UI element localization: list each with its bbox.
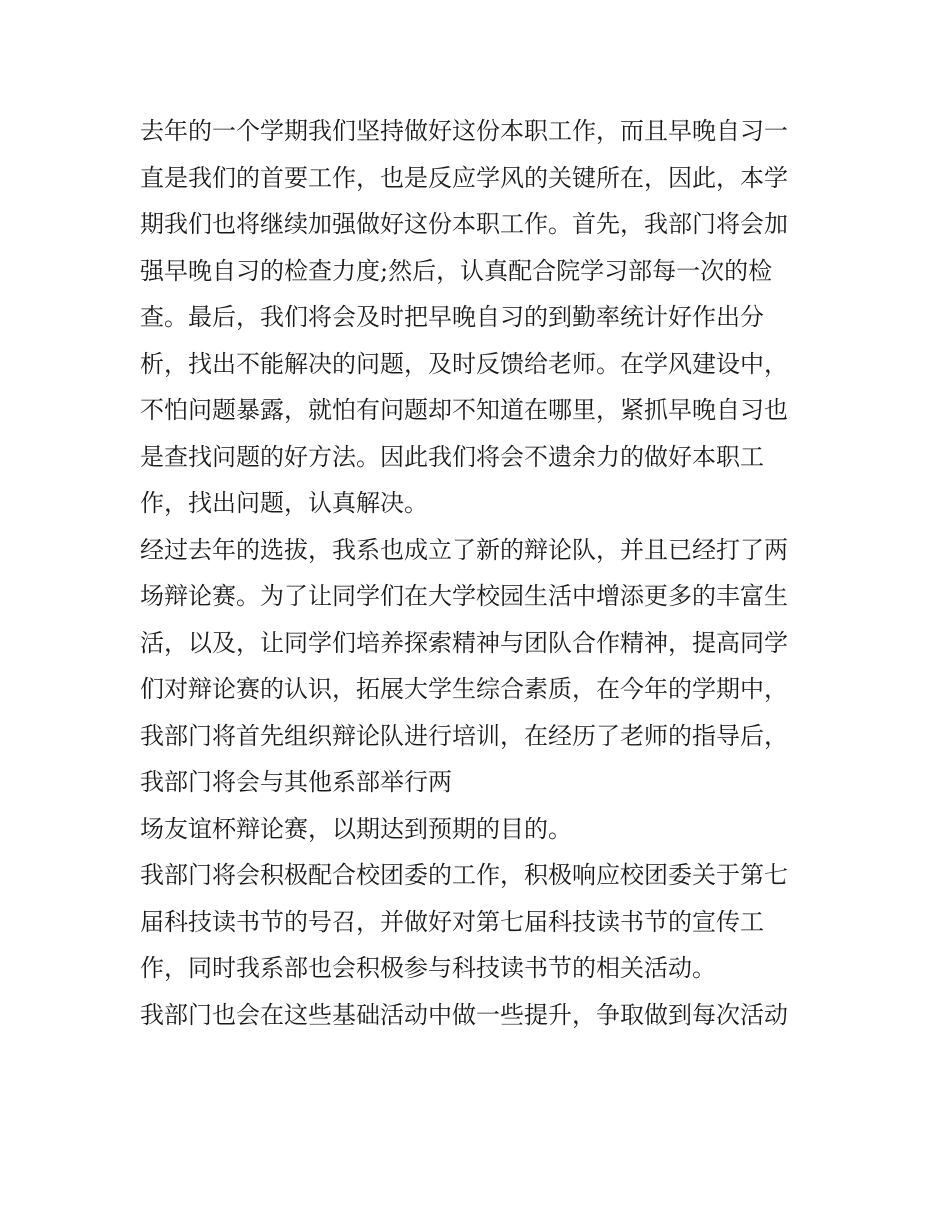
text-line: 是查找问题的好方法。因此我们将会不遗余力的做好本职工 — [140, 442, 764, 471]
text-line: 期我们也将继续加强做好这份本职工作。首先，我部门将会加 — [140, 210, 788, 238]
text-line: 析，找出不能解决的问题，及时反馈给老师。在学风建设中， — [140, 349, 788, 378]
text-line: 我部门将会积极配合校团委的工作，积极响应校团委关于第七 — [140, 861, 788, 889]
text-line: 我部门也会在这些基础活动中做一些提升，争取做到每次活动 — [140, 1000, 788, 1029]
text-line: 去年的一个学期我们坚持做好这份本职工作，而且早晚自习一 — [140, 117, 788, 145]
text-line: 场辩论赛。为了让同学们在大学校园生活中增添更多的丰富生 — [140, 582, 788, 610]
text-line: 查。最后，我们将会及时把早晚自习的到勤率统计好作出分 — [140, 303, 764, 331]
text-line: 我部门将首先组织辩论队进行培训，在经历了老师的指导后， — [140, 721, 788, 750]
text-line: 直是我们的首要工作，也是反应学风的关键所在，因此，本学 — [140, 163, 788, 192]
text-line: 作，同时我系部也会积极参与科技读书节的相关活动。 — [140, 954, 716, 982]
document-body — [140, 108, 820, 1038]
text-line: 届科技读书节的号召，并做好对第七届科技读书节的宣传工 — [140, 907, 764, 936]
text-line: 们对辩论赛的认识，拓展大学生综合素质，在今年的学期中， — [140, 675, 788, 703]
text-line: 经过去年的选拔，我系也成立了新的辩论队，并且已经打了两 — [140, 535, 788, 564]
text-line: 场友谊杯辩论赛，以期达到预期的目的。 — [140, 814, 572, 843]
text-line: 作，找出问题，认真解决。 — [140, 489, 428, 517]
text-line: 我部门将会与其他系部举行两 — [140, 768, 452, 796]
text-line: 强早晚自习的检查力度;然后，认真配合院学习部每一次的检 — [140, 256, 773, 285]
text-line: 活，以及，让同学们培养探索精神与团队合作精神，提高同学 — [140, 628, 788, 657]
text-line: 不怕问题暴露，就怕有问题却不知道在哪里，紧抓早晚自习也 — [140, 396, 788, 424]
